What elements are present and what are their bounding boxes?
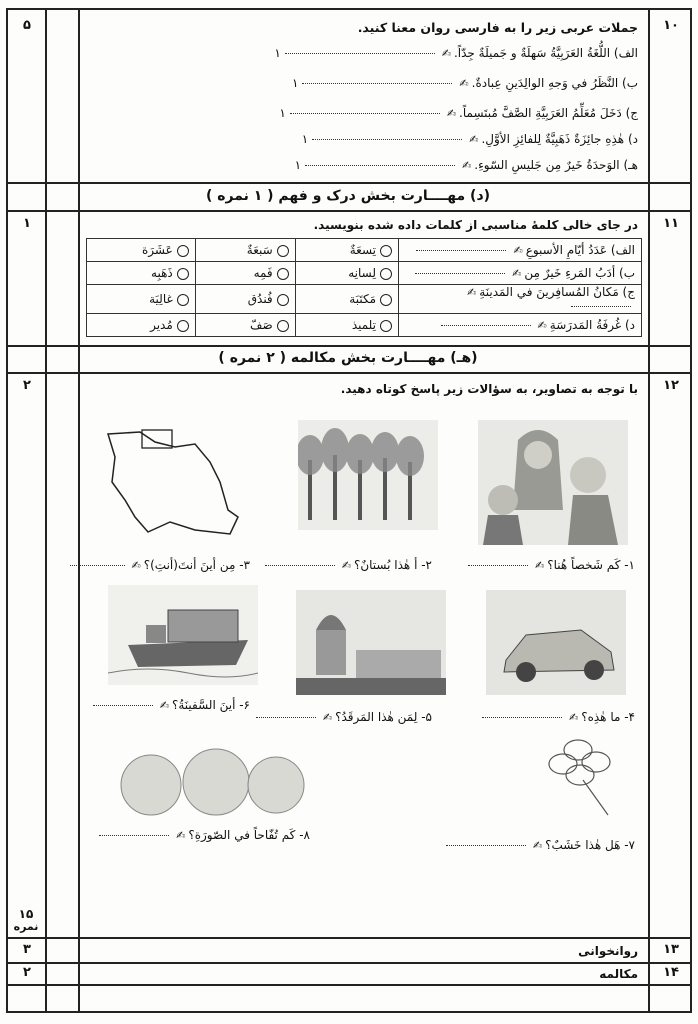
q14-score: ۲ — [23, 965, 31, 980]
q11-option[interactable]: سَبعَةٌ — [195, 239, 295, 262]
exam-page — [6, 8, 692, 1013]
q11-option[interactable]: ذَهَبِه — [87, 262, 196, 285]
q11-option[interactable]: غالِيَة — [87, 285, 196, 314]
q11-option[interactable]: فُندُق — [195, 285, 295, 314]
number-column-line — [648, 10, 650, 1011]
q13-label: روانخوانی — [578, 944, 638, 958]
total-score: ۱۵ — [18, 907, 34, 921]
q13-number: ۱۳ — [663, 942, 679, 957]
q11-option[interactable]: تِسعَةٌ — [295, 239, 398, 262]
q12-number: ۱۲ — [663, 378, 679, 393]
q11-option[interactable]: تِلميذ — [295, 314, 398, 337]
q10-item-b: ب) النَّظَرُ في وَجهِ الوالِدَينِ عِبادةٌ.✍۱ — [291, 76, 638, 90]
ship-picture — [108, 585, 258, 685]
section-h-title: (هـ) مهــــارت بخش مکالمه ( ۲ نمره ) — [218, 350, 478, 366]
q14-number: ۱۴ — [663, 965, 679, 980]
q13-score: ۳ — [23, 942, 31, 957]
q12-question-3: ۳- مِن أينَ أنتَ(أنتِ)؟✍ — [66, 558, 250, 572]
apples-picture — [116, 740, 306, 820]
q12-question-6: ۶- أينَ السَّفينَةُ؟✍ — [89, 698, 250, 712]
q11-row — [87, 285, 642, 314]
section-d-title: (د) مهــــارت بخش درک و فهم ( ۱ نمره ) — [205, 188, 491, 204]
q12-question-1: ۱- کَم شَخصاً هُنا؟✍ — [464, 558, 635, 572]
q11-sentence: ب) أدَبُ المَرءِ خَيرٌ مِن✍ — [399, 262, 642, 285]
q11-score: ۱ — [23, 216, 31, 231]
q10-score: ۵ — [23, 18, 31, 33]
q11-sentence: د) غُرفَةُ المَدرَسَةِ✍ — [399, 314, 642, 337]
mark-column-line — [78, 10, 80, 1011]
orchard-picture — [298, 420, 438, 530]
shrine-picture — [296, 590, 446, 695]
q11-row — [87, 262, 642, 285]
q11-row — [87, 239, 642, 262]
q12-instruction: با توجه به تصاویر، به سؤالات زیر پاسخ کوتاه دهید. — [340, 382, 638, 396]
q12-score: ۲ — [23, 378, 31, 393]
q10-item-e: هـ) الوَحدَةُ خَيرٌ مِن جَليسِ السّوءِ.✍۱ — [294, 158, 638, 172]
q11-option[interactable]: فَمِه — [195, 262, 295, 285]
q12-question-5: ۵- لِمَن هٰذا المَرقَدُ؟✍ — [252, 710, 432, 724]
q10-number: ۱۰ — [663, 18, 679, 33]
q12-question-7: ۷- هَل هٰذا خَشَبٌ؟✍ — [442, 838, 635, 852]
q10-item-c: ج) دَخَلَ مُعَلِّمُ العَرَبِيَّةِ الصَّفَّ مُبتَسِماً.✍۱ — [279, 106, 638, 120]
q11-number: ۱۱ — [663, 216, 679, 231]
q11-sentence: الف) عَدَدُ أيّامِ الأسبوعِ✍ — [399, 239, 642, 262]
q12-question-4: ۴- ما هٰذِه؟✍ — [478, 710, 635, 724]
q11-instruction: در جای خالی کلمهٔ مناسبی از کلمات داده شده بنویسید. — [313, 218, 638, 232]
q10-instruction: جملات عربی زیر را به فارسی روان معنا کنید. — [357, 20, 638, 35]
score-column-line — [45, 10, 47, 1011]
car-picture — [486, 590, 626, 695]
q11-table — [86, 238, 642, 337]
q11-row — [87, 314, 642, 337]
q11-option[interactable]: عَشَرَة — [87, 239, 196, 262]
q12-question-2: ۲- أ هٰذا بُستانٌ؟✍ — [261, 558, 432, 572]
iran-map-picture — [100, 422, 240, 542]
q11-option[interactable]: صَفّ — [195, 314, 295, 337]
q11-option[interactable]: مُدير — [87, 314, 196, 337]
q14-label: مکالمه — [599, 967, 638, 981]
q11-option[interactable]: لِسانِه — [295, 262, 398, 285]
q10-item-a: الف) اللُّغَةُ العَرَبِيَّةُ سَهلَةٌ و جَميلَةٌ جِدّاً.✍۱ — [274, 46, 638, 60]
q12-question-8: ۸- کَم تُفّاحاً في الصّورَةِ؟✍ — [95, 828, 310, 842]
people-picture — [478, 420, 628, 545]
q11-sentence: ج) مَكانُ المُسافِرينَ في المَدينَةِ✍ — [399, 285, 642, 314]
q11-option[interactable]: مَكتَبَة — [295, 285, 398, 314]
q10-item-d: د) هٰذِهِ جائِزَةٌ ذَهَبِيَّةٌ لِلفائِزِ الأوَّلِ.✍۱ — [301, 132, 638, 146]
total-label: نمره — [13, 920, 39, 933]
flower-picture — [538, 730, 628, 825]
